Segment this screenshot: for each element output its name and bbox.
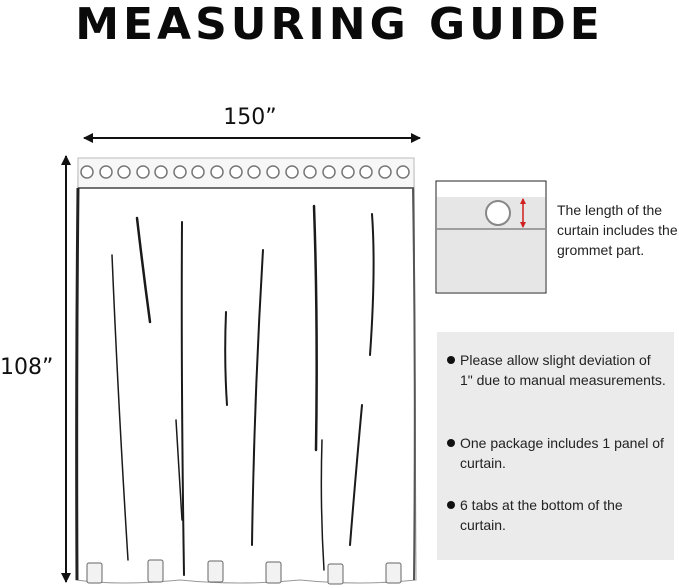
curtain-panel: [76, 158, 416, 583]
grommet: [118, 166, 130, 178]
height-dimension-label: 108”: [0, 355, 54, 380]
note-text: One package includes 1 panel of curtain.: [460, 435, 664, 471]
grommet: [323, 166, 335, 178]
note-deviation: [447, 350, 667, 390]
bottom-tab: [328, 564, 343, 584]
bottom-tab: [208, 561, 223, 582]
bottom-tab: [266, 562, 281, 583]
bullet-dot: [447, 501, 455, 509]
grommet: [174, 166, 186, 178]
note-package: [447, 433, 667, 473]
grommet: [248, 166, 260, 178]
bottom-tab: [148, 560, 163, 582]
note-text: 6 tabs at the bottom of the curtain.: [460, 497, 623, 533]
note-tabs: [447, 495, 667, 535]
grommet: [100, 166, 112, 178]
grommet: [155, 166, 167, 178]
grommet-detail-icon: [486, 201, 510, 225]
grommet: [81, 166, 93, 178]
grommet: [137, 166, 149, 178]
grommet: [379, 166, 391, 178]
grommet: [286, 166, 298, 178]
width-dimension-label: 150”: [223, 105, 277, 130]
bottom-tab: [87, 563, 102, 583]
note-text: Please allow slight deviation of 1" due to manual measurements.: [460, 352, 666, 388]
grommet: [267, 166, 279, 178]
grommet: [230, 166, 242, 178]
grommet-note: The length of the curtain includes the grommet part.: [557, 202, 678, 258]
grommet: [342, 166, 354, 178]
grommet-detail-inset: [436, 181, 546, 293]
bottom-tab: [386, 563, 401, 583]
grommet: [304, 166, 316, 178]
bullet-dot: [447, 356, 455, 364]
grommet: [211, 166, 223, 178]
bullet-dot: [447, 439, 455, 447]
page-title: MEASURING GUIDE: [75, 0, 604, 50]
grommet: [397, 166, 409, 178]
grommet: [360, 166, 372, 178]
grommet: [192, 166, 204, 178]
info-box: [437, 332, 674, 560]
